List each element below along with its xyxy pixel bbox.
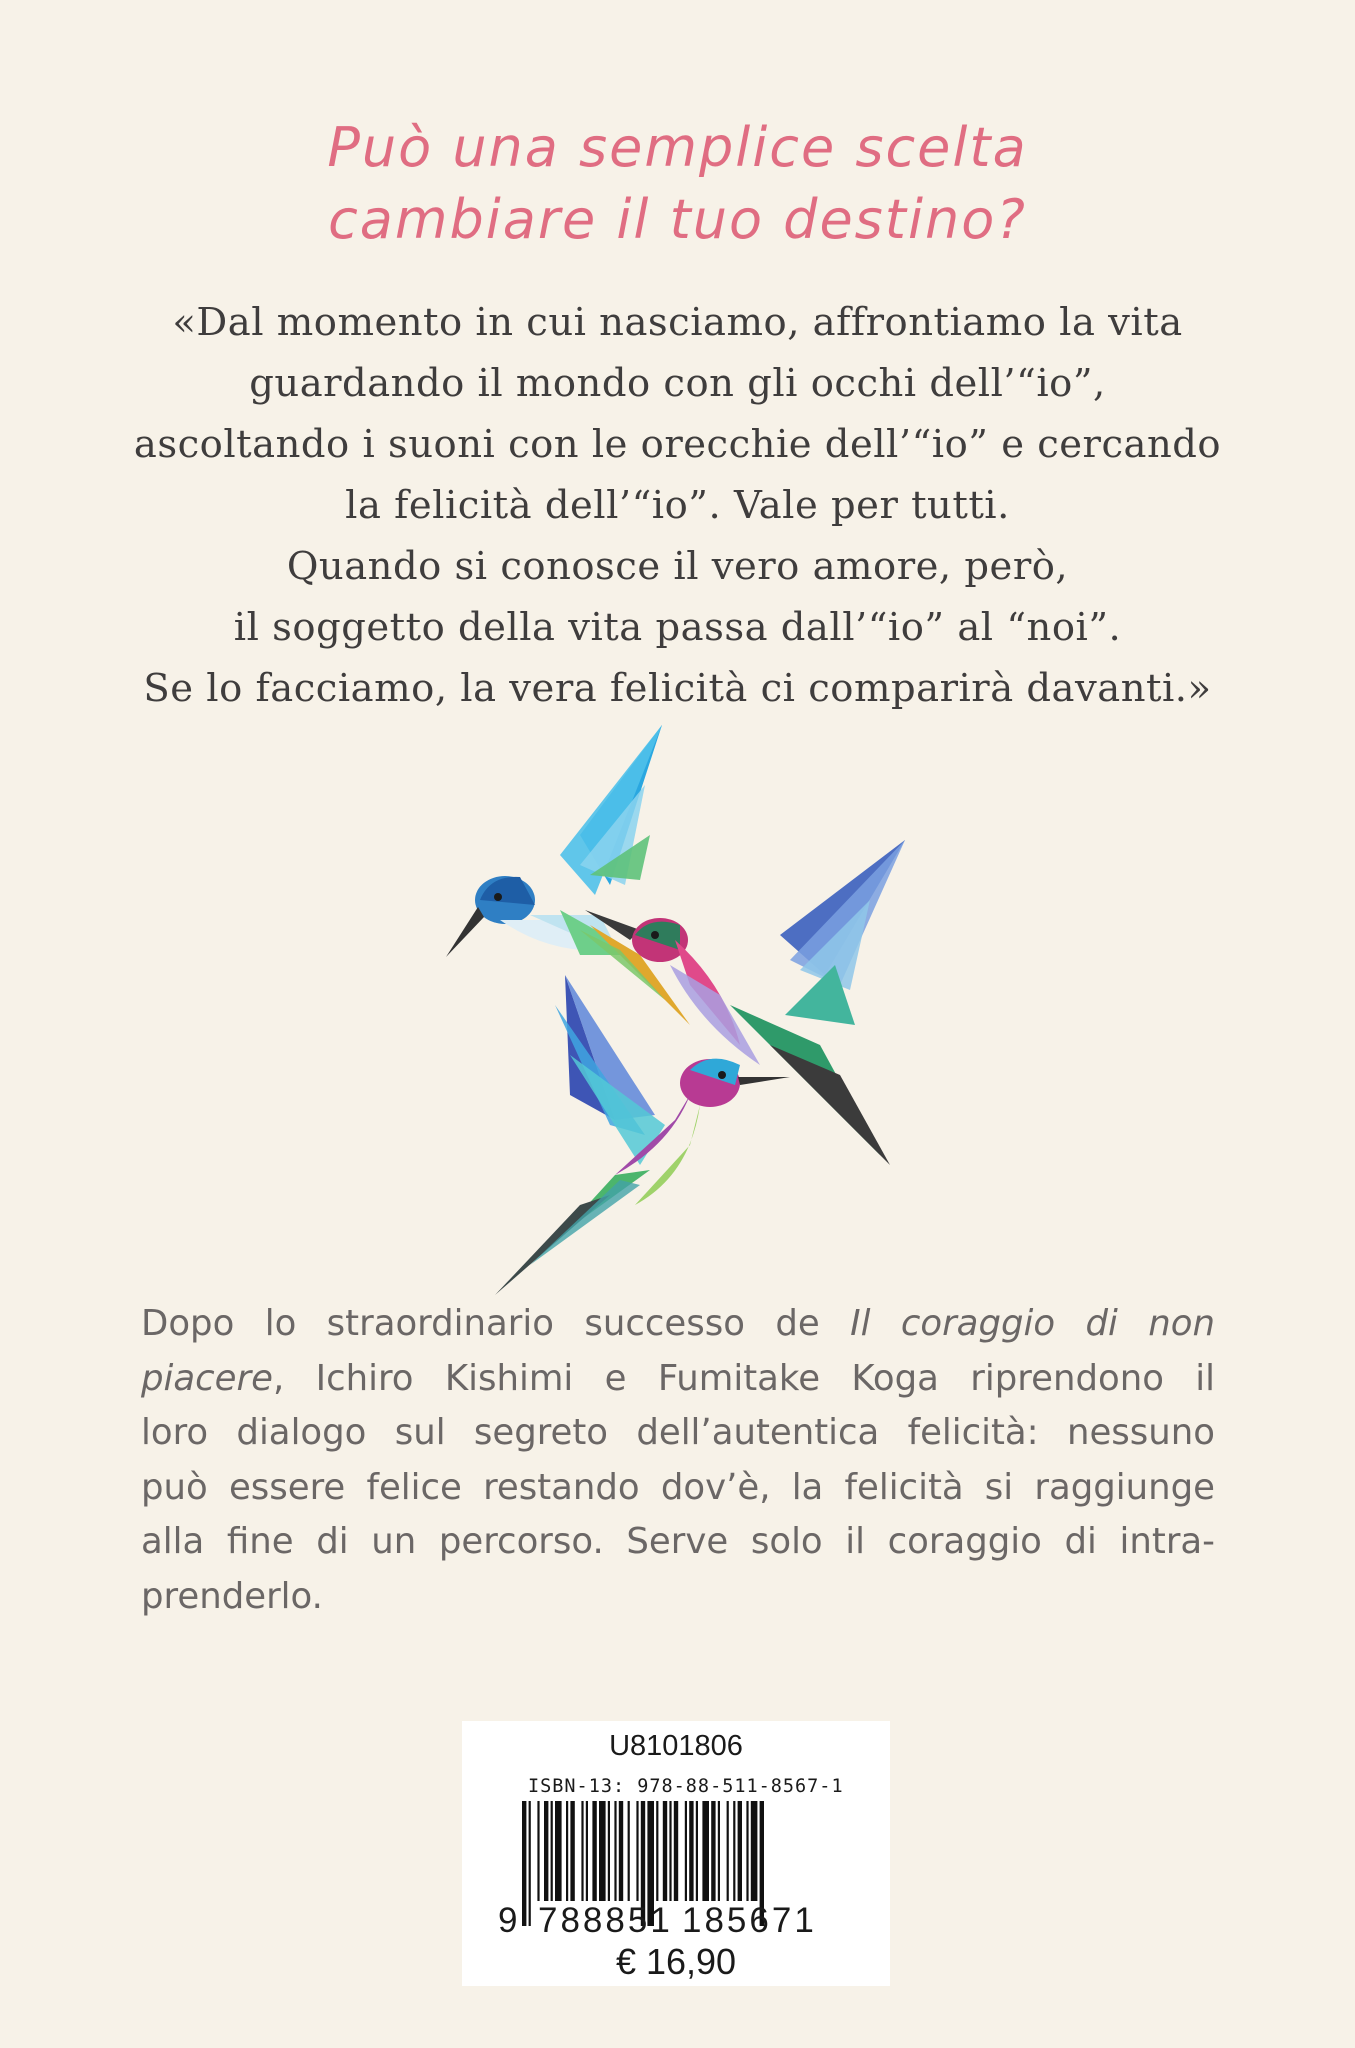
quote xyxy=(0,292,1355,719)
barcode-bar xyxy=(685,1801,687,1901)
barcode-bar xyxy=(656,1801,658,1901)
barcode-bar xyxy=(599,1801,606,1901)
headline-line-1: Può una semplice scelta xyxy=(327,116,1028,179)
quote-line: Quando si conosce il vero amore, però, xyxy=(286,544,1069,589)
headline xyxy=(0,112,1355,256)
barcode-bar xyxy=(702,1801,709,1901)
barcode-bar xyxy=(592,1801,596,1901)
barcode-bar xyxy=(669,1801,671,1901)
description-line: può essere felice restando dov’è, la felicità si raggiunge xyxy=(141,1466,1215,1508)
barcode-bar xyxy=(718,1801,720,1901)
barcode-bar xyxy=(689,1801,693,1901)
barcode-bar xyxy=(529,1801,531,1926)
barcode-bar xyxy=(674,1801,678,1901)
hummingbird-purple-icon xyxy=(495,975,790,1295)
quote-line: il soggetto della vita passa dall’“io” al “noi”. xyxy=(233,605,1122,650)
barcode-bar xyxy=(586,1801,588,1901)
quote-line: «Dal momento in cui nasciamo, affrontiamo la vita xyxy=(172,300,1183,345)
price: € 16,90 xyxy=(615,1941,737,1982)
barcode-bar xyxy=(727,1801,729,1901)
barcode-bar xyxy=(570,1801,574,1901)
barcode-bar xyxy=(636,1801,638,1901)
description-line: alla fine di un percorso. Serve solo il coraggio di intra- xyxy=(141,1521,1215,1562)
hummingbirds-icon xyxy=(440,725,920,1295)
barcode-bar xyxy=(738,1801,742,1901)
quote-line: guardando il mondo con gli occhi dell’“io”, xyxy=(249,361,1106,406)
barcode-code: U8101806 xyxy=(609,1730,743,1762)
quote-line: Se lo facciamo, la vera felicità ci comparirà davanti.» xyxy=(143,666,1212,711)
description-line: loro dialogo sul segreto dell’autentica felicità: nessuno xyxy=(141,1412,1215,1453)
barcode-bar xyxy=(522,1801,526,1926)
barcode-bar xyxy=(711,1801,715,1901)
ean-right-group: 185671 xyxy=(682,1901,817,1940)
book-title: Il coraggio di non xyxy=(850,1303,1215,1344)
isbn: ISBN-13: 978-88-511-8567-1 xyxy=(528,1776,844,1797)
description-line xyxy=(141,1352,1215,1407)
ean-first-digit: 9 xyxy=(498,1901,519,1940)
book-title: piacere xyxy=(141,1357,273,1399)
barcode-bar xyxy=(608,1801,610,1901)
quote-line: ascoltando i suoni con le orecchie dell’“io” e cercando xyxy=(133,422,1222,467)
barcode-label xyxy=(462,1721,890,1986)
barcode-bar xyxy=(733,1801,735,1901)
barcode-bar xyxy=(537,1801,539,1901)
barcode-bar xyxy=(619,1801,623,1901)
barcode-bar xyxy=(696,1801,698,1901)
barcode-bar xyxy=(628,1801,630,1901)
barcode-bar xyxy=(566,1801,568,1901)
quote-line: la felicità dell’“io”. Vale per tutti. xyxy=(345,483,1010,528)
description xyxy=(141,1297,1215,1624)
description-line xyxy=(141,1297,1215,1352)
barcode-bar xyxy=(551,1801,553,1901)
barcode-bar xyxy=(746,1801,748,1901)
headline-line-2: cambiare il tuo destino? xyxy=(328,188,1027,251)
description-line: prenderlo. xyxy=(141,1575,323,1617)
barcode-bar xyxy=(751,1801,758,1901)
description-text: , Ichiro Kishimi e Fumitake Koga riprendono il xyxy=(272,1357,1215,1399)
barcode-bar xyxy=(544,1801,548,1901)
barcode-bar xyxy=(555,1801,562,1901)
barcode-bar xyxy=(581,1801,583,1901)
barcode-bar xyxy=(614,1801,616,1901)
description-text: Dopo lo straordinario successo de xyxy=(141,1303,851,1344)
barcode-bar xyxy=(663,1801,667,1901)
ean-left-group: 788851 xyxy=(538,1901,673,1940)
